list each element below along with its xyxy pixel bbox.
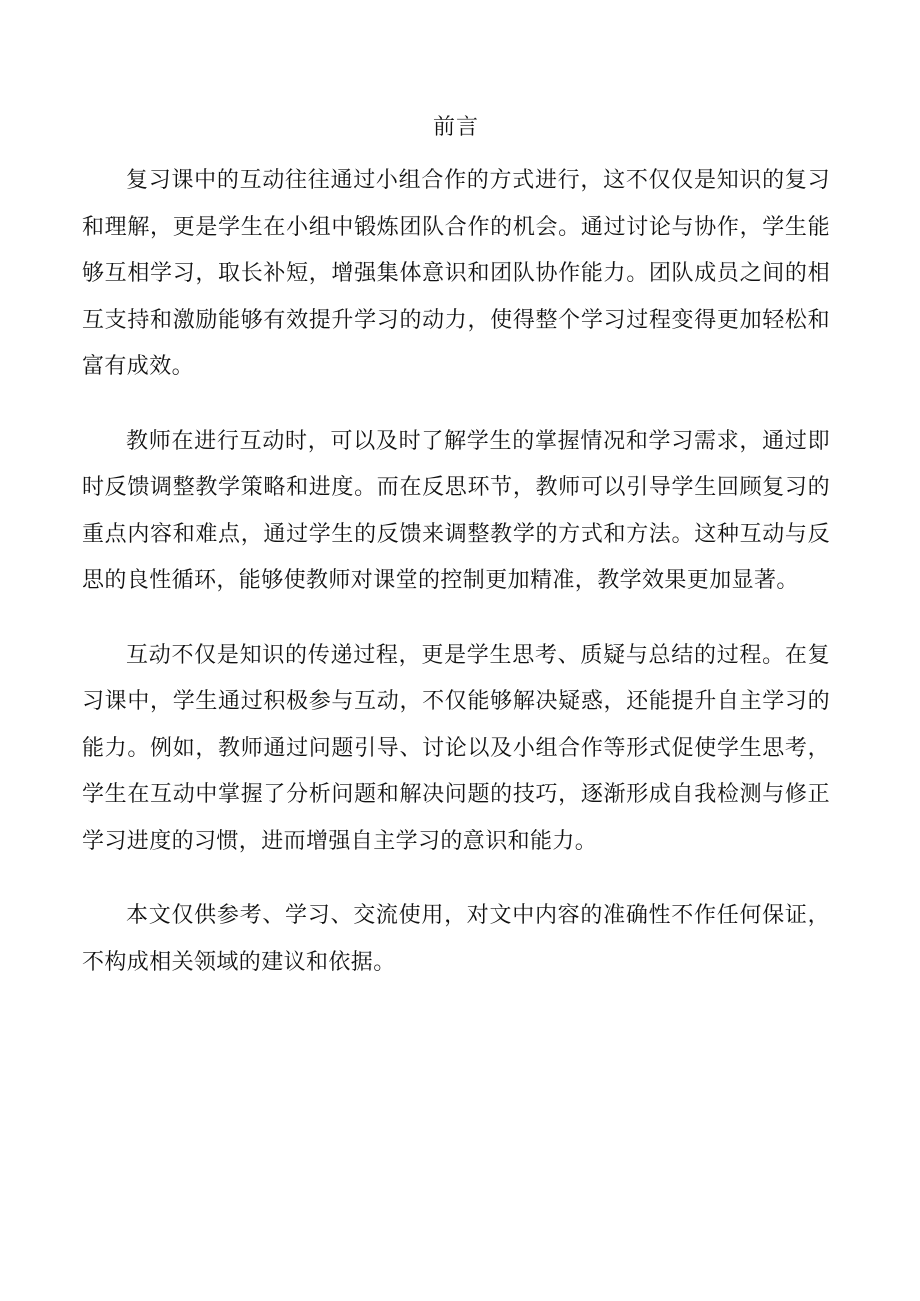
paragraph-4: 本文仅供参考、学习、交流使用，对文中内容的准确性不作任何保证，不构成相关领域的建议和依据。 [82, 903, 830, 975]
paragraph-1: 复习课中的互动往往通过小组合作的方式进行，这不仅仅是知识的复习和理解，更是学生在小组中锻炼团队合作的机会。通过讨论与协作，学生能够互相学习，取长补短，增强集体意识和团队协作能力。团队成员之间的相互支持和激励能够有效提升学习的动力，使得整个学习过程变得更加轻松和富有成效。 [82, 168, 830, 379]
paragraph-2: 教师在进行互动时，可以及时了解学生的掌握情况和学习需求，通过即时反馈调整教学策略和进度。而在反思环节，教师可以引导学生回顾复习的重点内容和难点，通过学生的反馈来调整教学的方式和方法。这种互动与反思的良性循环，能够使教师对课堂的控制更加精准，教学效果更加显著。 [82, 428, 830, 593]
page-title: 前言 [432, 115, 479, 140]
document-page [82, 112, 830, 1014]
paragraph-3: 互动不仅是知识的传递过程，更是学生思考、质疑与总结的过程。在复习课中，学生通过积极参与互动，不仅能够解决疑惑，还能提升自主学习的能力。例如，教师通过问题引导、讨论以及小组合作等形式促使学生思考，学生在互动中掌握了分析问题和解决问题的技巧，逐渐形成自我检测与修正学习进度的习惯，进而增强自主学习的意识和能力。 [82, 642, 830, 854]
